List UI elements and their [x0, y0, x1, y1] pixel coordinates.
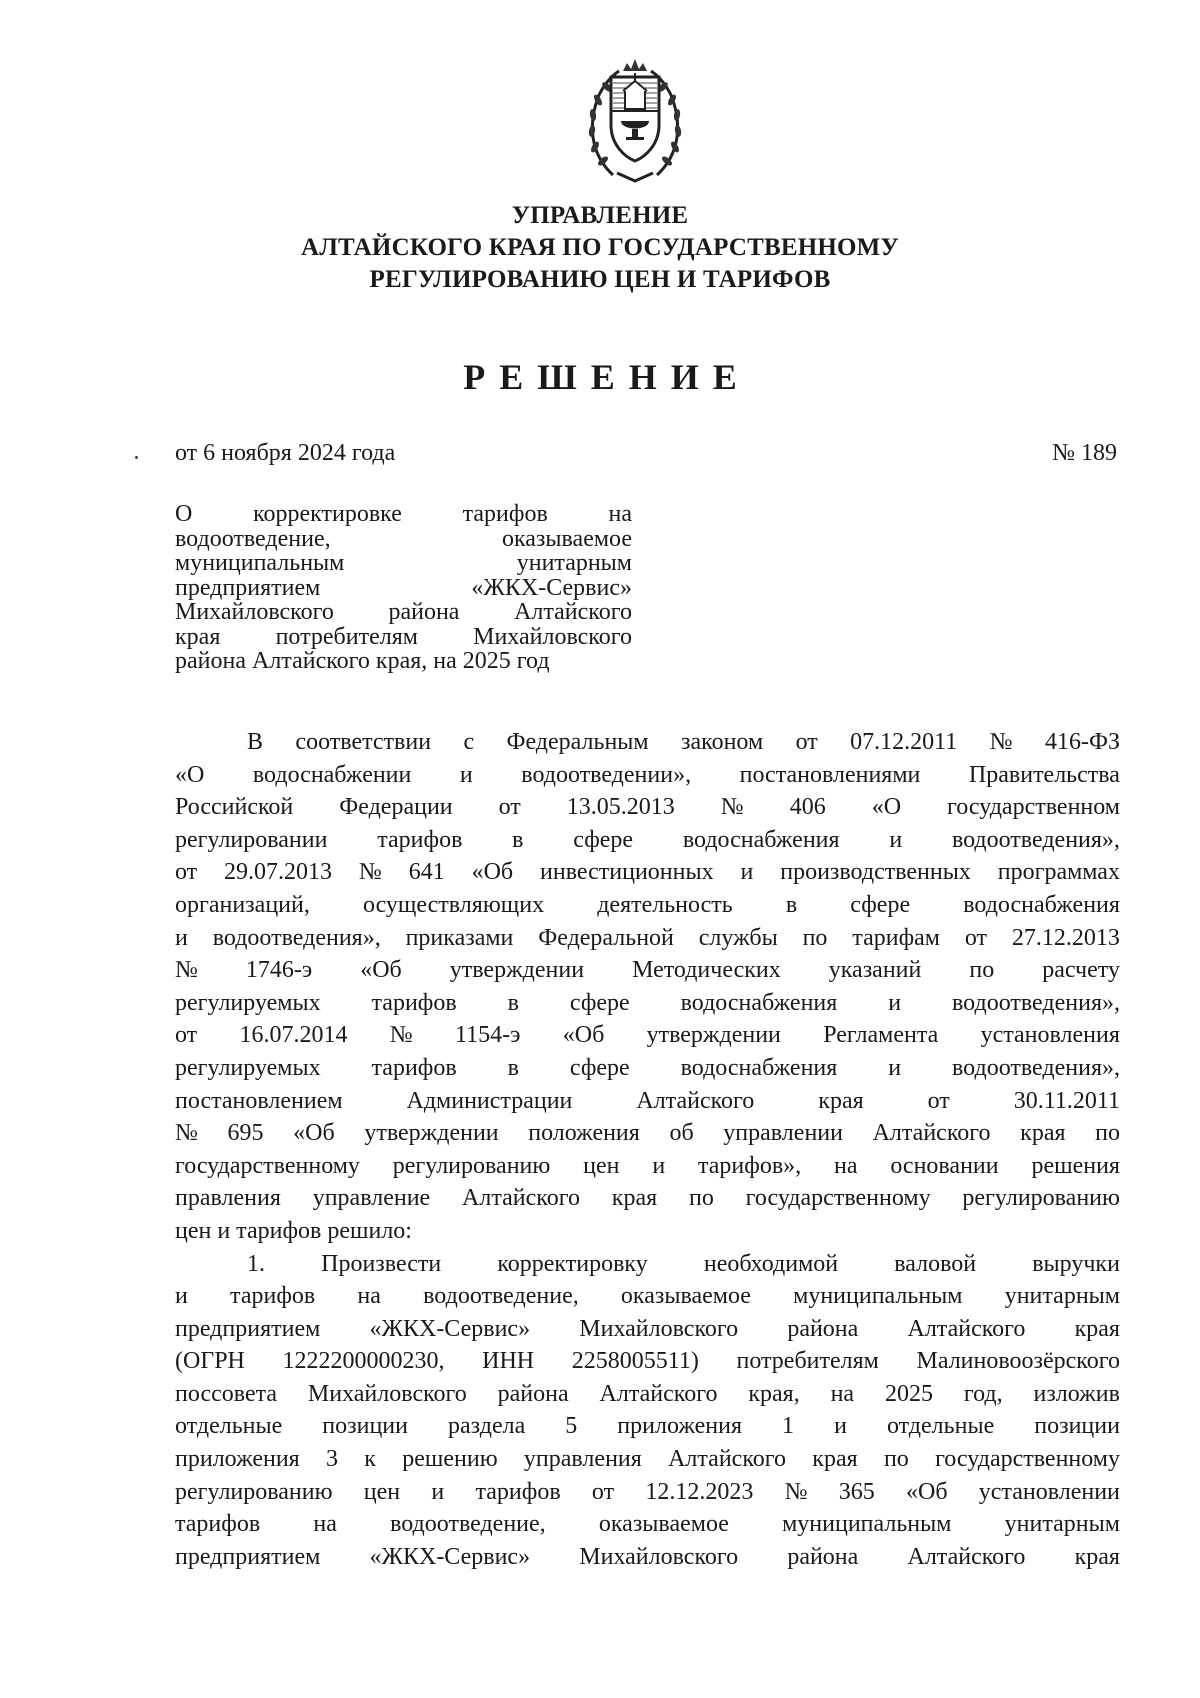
body-line: государственному регулированию цен и тарифов», на основании решения — [175, 1152, 1120, 1179]
body-line: поссовета Михайловского района Алтайского края, на 2025 год, изложив — [175, 1380, 1120, 1407]
organization-name — [0, 200, 1200, 296]
body-line: приложения 3 к решению управления Алтайского края по государственному — [175, 1446, 1120, 1473]
body-line: от 16.07.2014 № 1154-э «Об утверждении Регламента установления — [175, 1022, 1120, 1049]
org-line-2: АЛТАЙСКОГО КРАЯ ПО ГОСУДАРСТВЕННОМУ — [300, 234, 900, 261]
subject-line: муниципальным унитарным — [175, 550, 632, 576]
body-line: регулированию цен и тарифов от 12.12.2023 № 365 «Об установлении — [175, 1478, 1120, 1505]
body-line: тарифов на водоотведение, оказываемое муниципальным унитарным — [175, 1511, 1120, 1538]
subject-line: Михайловского района Алтайского — [175, 599, 632, 625]
coat-of-arms-emblem — [583, 55, 687, 185]
body-line: «О водоснабжении и водоотведении», постановлениями Правительства — [175, 761, 1120, 788]
document-type-title: РЕШЕНИЕ — [463, 357, 751, 397]
subject-line: района Алтайского края, на 2025 год — [175, 648, 550, 674]
body-line: организаций, осуществляющих деятельность в сфере водоснабжения — [175, 891, 1120, 918]
body-line: № 1746-э «Об утверждении Методических указаний по расчету — [175, 957, 1120, 984]
org-line-1: УПРАВЛЕНИЕ — [511, 202, 689, 229]
body-line: регулируемых тарифов в сфере водоснабжения и водоотведения», — [175, 989, 1120, 1016]
subject-line: О корректировке тарифов на — [175, 501, 632, 527]
subject-line: предприятием «ЖКХ-Сервис» — [175, 574, 632, 601]
body-line: В соответствии с Федеральным законом от 07.12.2011 № 416-ФЗ — [247, 729, 1120, 755]
document-number: № 189 — [1052, 440, 1117, 466]
document-body — [175, 726, 1120, 1573]
body-line: предприятием «ЖКХ-Сервис» Михайловского района Алтайского края — [175, 1543, 1120, 1570]
body-line: правления управление Алтайского края по государственному регулированию — [175, 1185, 1120, 1212]
subject-line: водоотведение, оказываемое — [175, 525, 632, 552]
body-line: от 29.07.2013 № 641 «Об инвестиционных и производственных программах — [175, 859, 1120, 886]
body-line: 1. Произвести корректировку необходимой валовой выручки — [247, 1250, 1120, 1277]
body-line: регулируемых тарифов в сфере водоснабжения и водоотведения», — [175, 1054, 1120, 1081]
document-date: от 6 ноября 2024 года — [175, 440, 396, 466]
body-line: и тарифов на водоотведение, оказываемое муниципальным унитарным — [175, 1283, 1120, 1310]
body-line: Российской Федерации от 13.05.2013 № 406 «О государственном — [175, 794, 1120, 821]
body-line: цен и тарифов решило: — [175, 1217, 412, 1244]
body-line: регулировании тарифов в сфере водоснабжения и водоотведения», — [175, 826, 1120, 853]
document-subject — [175, 502, 632, 674]
margin-dot — [135, 456, 138, 459]
body-line: постановлением Администрации Алтайского края от 30.11.2011 — [175, 1087, 1120, 1114]
org-line-3: РЕГУЛИРОВАНИЮ ЦЕН И ТАРИФОВ — [369, 266, 831, 293]
body-line: предприятием «ЖКХ-Сервис» Михайловского района Алтайского края — [175, 1315, 1120, 1342]
body-line: (ОГРН 1222200000230, ИНН 2258005511) потребителям Малиновоозёрского — [175, 1348, 1120, 1375]
body-line: № 695 «Об утверждении положения об управлении Алтайского края по — [175, 1120, 1120, 1147]
body-line: и водоотведения», приказами Федеральной службы по тарифам от 27.12.2013 — [175, 924, 1120, 951]
subject-line: края потребителям Михайловского — [175, 623, 632, 650]
body-line: отдельные позиции раздела 5 приложения 1 и отдельные позиции — [175, 1413, 1120, 1440]
